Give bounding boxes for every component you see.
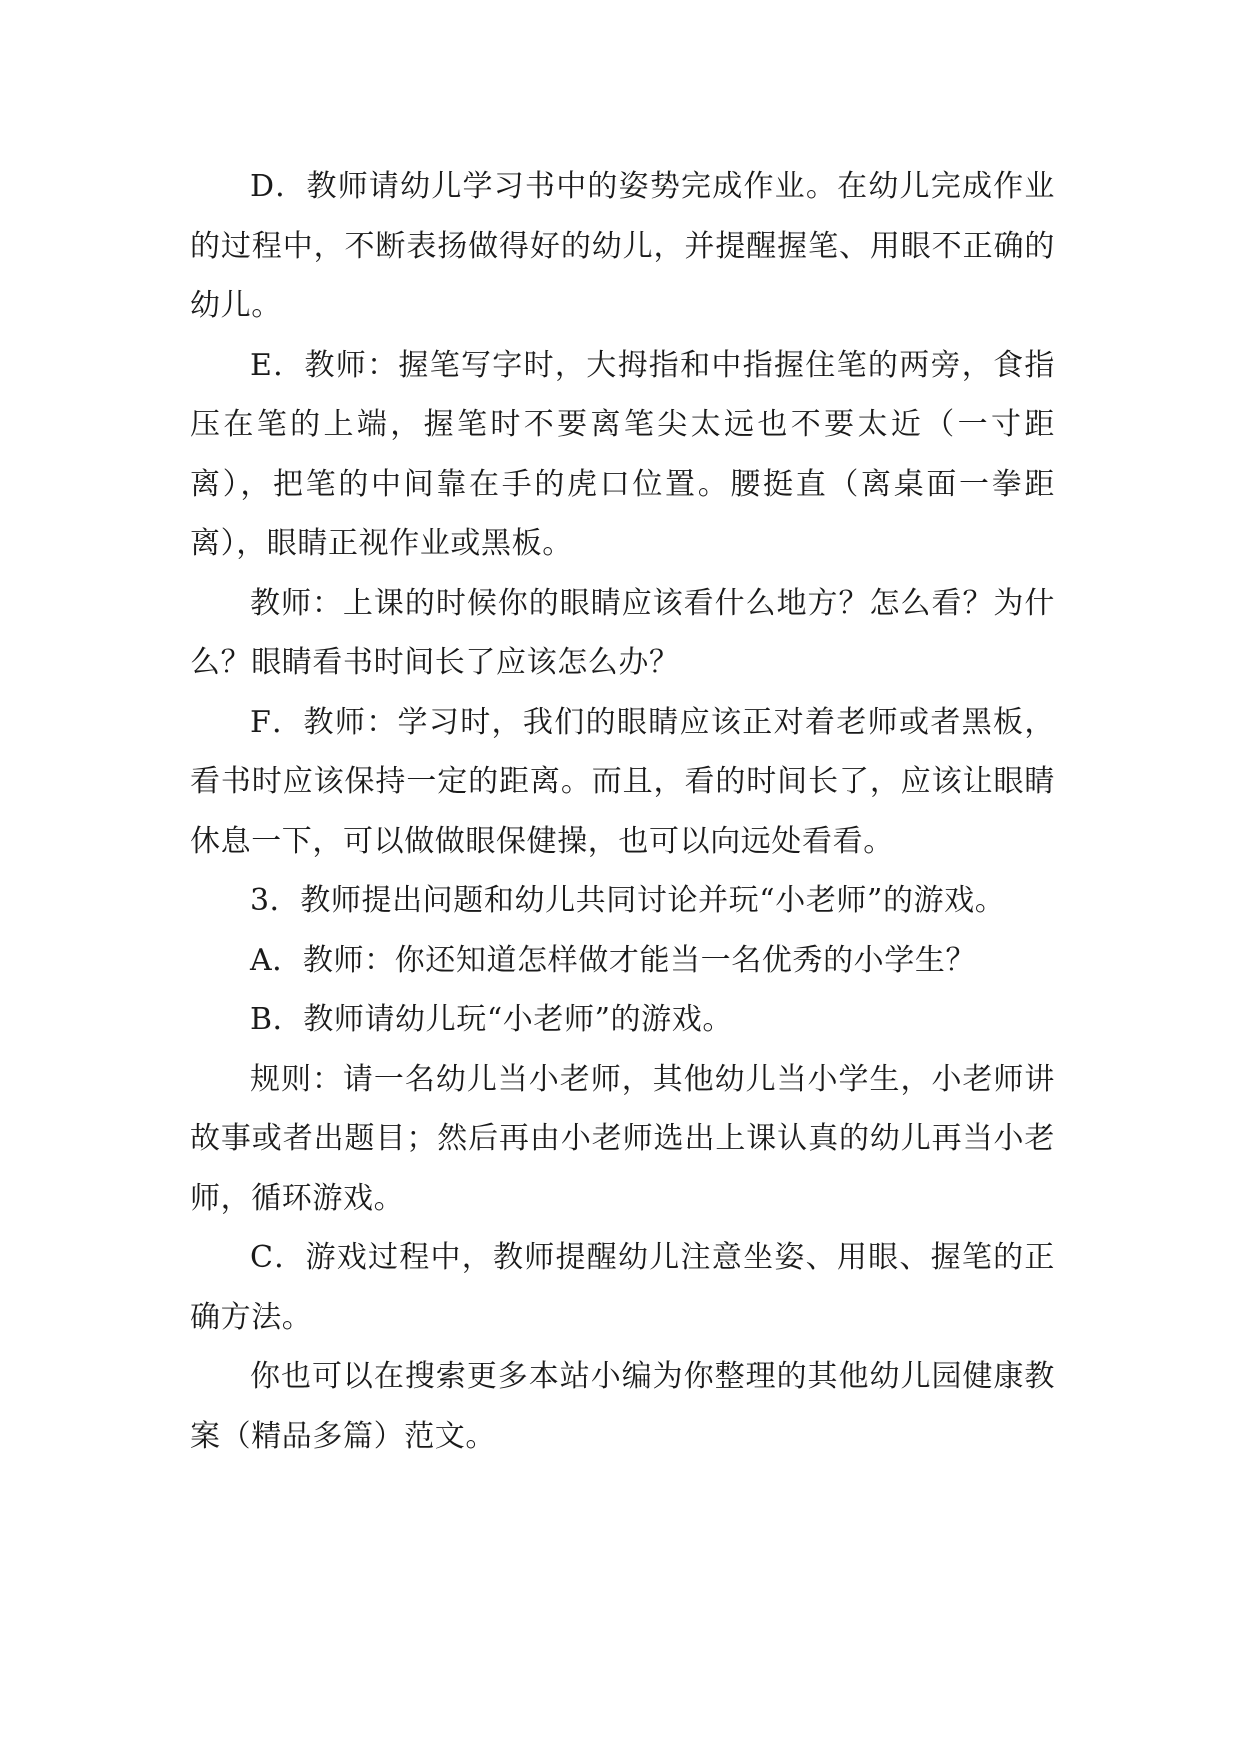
paragraph-rules: 规则：请一名幼儿当小老师，其他幼儿当小学生，小老师讲故事或者出题目；然后再由小老师选出上课认真的幼儿再当小老师，循环游戏。	[190, 1061, 1055, 1216]
paragraph-d: D．教师请幼儿学习书中的姿势完成作业。在幼儿完成作业的过程中，不断表扬做得好的幼儿，并提醒握笔、用眼不正确的幼儿。	[190, 169, 1055, 323]
paragraph-teacher-question: 教师：上课的时候你的眼睛应该看什么地方？怎么看？为什么？眼睛看书时间长了应该怎么办？	[190, 585, 1055, 680]
paragraph-step-3: 3．教师提出问题和幼儿共同讨论并玩“小老师”的游戏。	[250, 883, 1006, 918]
document-body	[190, 157, 1055, 1466]
paragraph-a: A．教师：你还知道怎样做才能当一名优秀的小学生？	[250, 942, 977, 978]
paragraph-b: B．教师请幼儿玩“小老师”的游戏。	[250, 1002, 733, 1037]
paragraph-f: F．教师：学习时，我们的眼睛应该正对着老师或者黑板，看书时应该保持一定的距离。而且，看的时间长了，应该让眼睛休息一下，可以做做眼保健操，也可以向远处看看。	[190, 704, 1055, 859]
paragraph-closing-note: 你也可以在搜索更多本站小编为你整理的其他幼儿园健康教案（精品多篇）范文。	[190, 1359, 1055, 1454]
paragraph-c: C．游戏过程中，教师提醒幼儿注意坐姿、用眼、握笔的正确方法。	[190, 1240, 1055, 1335]
paragraph-e: E．教师：握笔写字时，大拇指和中指握住笔的两旁，食指压在笔的上端，握笔时不要离笔尖太远也不要太近（一寸距离），把笔的中间靠在手的虎口位置。腰挺直（离桌面一拳距离），眼睛正视作业或黑板。	[190, 347, 1055, 561]
